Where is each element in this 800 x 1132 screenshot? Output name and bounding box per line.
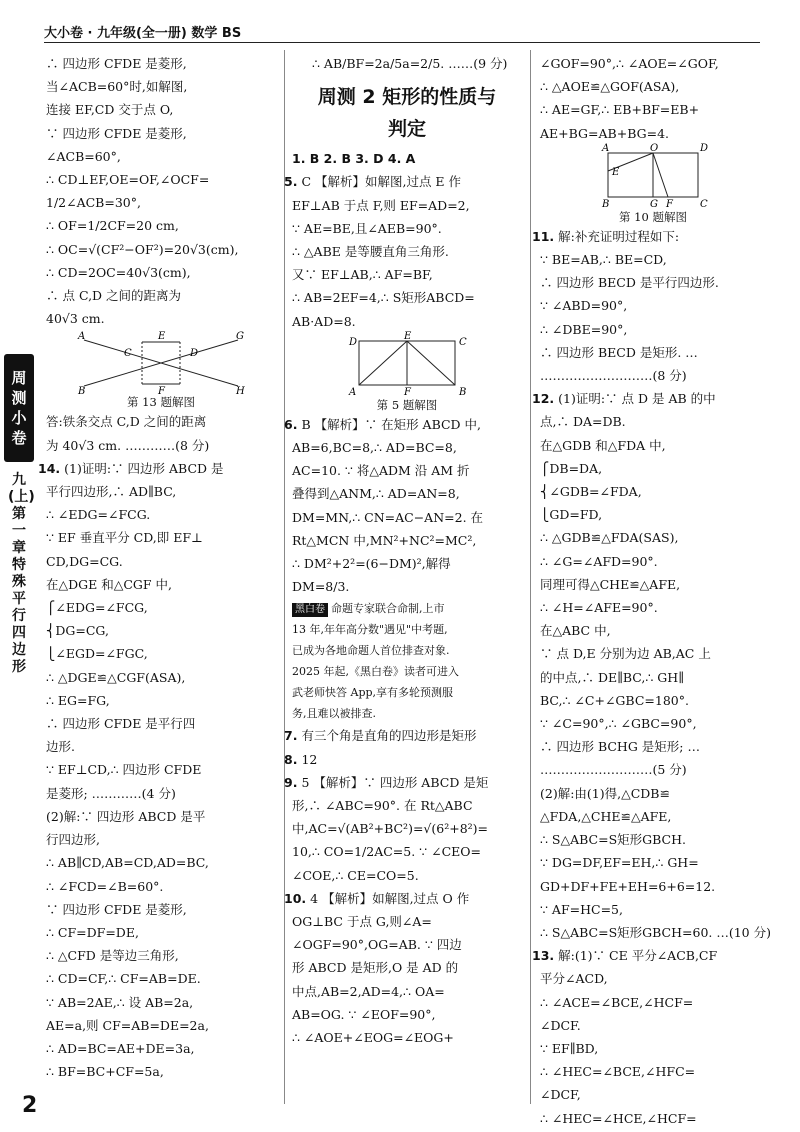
text-line: 10,∴ CO=1/2AC=5. ∵ ∠CEO= <box>292 844 481 860</box>
text-line: ∴ ∠EDG=∠FCG. <box>46 507 151 523</box>
text-line: ∵ AB=2AE,∴ 设 AB=2a, <box>46 994 194 1010</box>
text-line: 的中点,∴ DE∥BC,∴ GH∥ <box>540 669 684 685</box>
text-line: ∵ EF∥BD, <box>540 1040 599 1056</box>
promo-line: 命题专家联合命制,上市 <box>331 602 445 616</box>
text-line: ∴ AB/BF=2a/5a=2/5. ……(9 分) <box>312 56 508 71</box>
text-line: ∴ 点 C,D 之间的距离为 <box>46 288 182 304</box>
tab-char: 周 <box>11 369 27 387</box>
text-line: ⎨DG=CG, <box>46 623 109 639</box>
text-line: ∴ ∠ACE=∠BCE,∠HCF= <box>540 994 694 1010</box>
text-line: ∴ BF=BC+CF=5a, <box>46 1064 164 1080</box>
fig10-label: A <box>602 142 610 154</box>
text-line: ∴ ∠G=∠AFD=90°. <box>540 553 658 569</box>
side-char: 形 <box>12 659 26 675</box>
text-line: ∴ DM²+2²=(6−DM)²,解得 <box>292 556 451 572</box>
text-line: 5 【解析】∵ 四边形 ABCD 是矩 <box>301 774 489 790</box>
text-line: 解:(1)∵ CE 平分∠ACB,CF <box>558 948 718 964</box>
text-line: ∴ ∠H=∠AFE=90°. <box>540 600 658 616</box>
text-line: 为 40√3 cm. …………(8 分) <box>46 437 210 453</box>
text-line: ∵ DG=DF,EF=EH,∴ GH= <box>540 855 699 871</box>
text-line: ⎩GD=FD, <box>540 507 603 523</box>
column-divider <box>284 50 285 1104</box>
column-3 <box>532 52 771 1130</box>
text-line: EF⊥AB 于点 F,则 EF=AD=2, <box>292 197 470 213</box>
text-line: ∴ 四边形 BECD 是平行四边形. <box>540 275 719 291</box>
header-rule <box>44 42 760 43</box>
text-line: DM=8/3. <box>292 579 350 595</box>
text-line: AE=a,则 CF=AB=DE=2a, <box>46 1017 209 1033</box>
section-title-line: 周测 2 矩形的性质与 <box>317 86 497 109</box>
text-line: ∴ AB=2EF=4,∴ S矩形ABCD= <box>292 290 475 306</box>
fig10-label: F <box>666 198 673 210</box>
text-line: OG⊥BC 于点 G,则∠A= <box>292 914 432 930</box>
text-line: ∴ △GDB≌△FDA(SAS), <box>540 530 679 546</box>
text-line: ………………………(5 分) <box>540 762 687 778</box>
question-number: 10. <box>284 890 307 906</box>
text-line: 解:补充证明过程如下: <box>558 228 680 244</box>
text-line: 13 年,年年高分数"遇见"中考题, <box>292 623 448 637</box>
text-line: ∴ 四边形 BECD 是矩形. … <box>540 344 698 360</box>
fig5-label: B <box>459 386 467 398</box>
text-line: 点,∴ DA=DB. <box>540 414 626 430</box>
text-line: ∴ △DGE≌△CGF(ASA), <box>46 669 186 685</box>
side-char: 四 <box>12 625 26 641</box>
text-line: ∴ OF=1/2CF=20 cm, <box>46 218 179 234</box>
text-line: ∵ AE=BE,且∠AEB=90°. <box>292 220 442 236</box>
text-line: BC,∴ ∠C+∠GBC=180°. <box>540 692 689 708</box>
fig13-label: H <box>236 386 245 398</box>
text-line: 形,∴ ∠ABC=90°. 在 Rt△ABC <box>292 798 473 814</box>
fig13-label: D <box>190 348 199 360</box>
fig5-label: C <box>459 336 467 348</box>
text-line: AC=10. ∵ 将△ADM 沿 AM 折 <box>292 463 470 479</box>
question-number: 6. <box>284 416 298 432</box>
column-divider <box>530 50 531 1104</box>
figure-10 <box>598 142 709 210</box>
text-line: 是菱形; …………(4 分) <box>46 785 176 801</box>
text-line: 行四边形, <box>46 832 100 848</box>
text-line: ∵ 点 D,E 分别为边 AB,AC 上 <box>540 646 711 662</box>
text-line: Rt△MCN 中,MN²+NC²=MC², <box>292 532 477 548</box>
text-line: ∴ EG=FG, <box>46 692 110 708</box>
answer-row: 1. B 2. B 3. D 4. A <box>292 151 416 167</box>
chapter-side-label <box>8 472 35 676</box>
figure-5-caption: 第 5 题解图 <box>376 397 438 412</box>
side-char: 行 <box>12 608 26 624</box>
fig5-label: E <box>404 330 412 342</box>
text-line: (2)解:由(1)得,△CDB≌ <box>540 785 670 801</box>
text-line: AE+BG=AB+BG=4. <box>540 125 669 141</box>
text-line: ∴ 四边形 CFDE 是平行四 <box>46 716 196 732</box>
text-line: 答:铁条交点 C,D 之间的距离 <box>46 414 207 430</box>
fig13-label: F <box>158 386 165 398</box>
text-line: ∴ ∠HEC=∠BCE,∠HFC= <box>540 1064 696 1080</box>
side-char: 九 <box>12 472 26 488</box>
text-line: ∵ AF=HC=5, <box>540 901 623 917</box>
text-line: 叠得到△ANM,∴ AD=AN=8, <box>292 486 460 502</box>
question-number: 5. <box>284 174 298 190</box>
side-char: 边 <box>12 642 26 658</box>
promo-box <box>292 598 522 724</box>
text-line: ∴ △CFD 是等边三角形, <box>46 948 179 964</box>
text-line: ∴ ∠FCD=∠B=60°. <box>46 878 164 894</box>
text-line: 同理可得△CHE≌△AFE, <box>540 576 681 592</box>
side-char: 平 <box>12 591 26 607</box>
fig13-label: G <box>236 331 244 343</box>
text-line: 1/2∠ACB=30°, <box>46 195 141 211</box>
text-line: 平行四边形,∴ AD∥BC, <box>46 484 177 500</box>
text-line: 武老师快答 App,享有多轮预测服 <box>292 686 454 700</box>
figure-13 <box>76 330 246 398</box>
text-line: ∴ △ABE 是等腰直角三角形. <box>292 244 449 260</box>
text-line: ∴ ∠DBE=90°, <box>540 321 628 337</box>
fig10-label: G <box>650 198 658 210</box>
text-line: ⎩∠EGD=∠FGC, <box>46 646 148 662</box>
text-line: ∴ CD⊥EF,OE=OF,∠OCF= <box>46 172 210 188</box>
text-line: ∴ S△ABC=S矩形GBCH. <box>540 832 686 848</box>
text-line: ∵ EF 垂直平分 CD,即 EF⊥ <box>46 530 203 546</box>
text-line: 在△DGE 和△CGF 中, <box>46 576 173 592</box>
text-line: 连接 EF,CD 交于点 O, <box>46 102 174 118</box>
question-number: 11. <box>532 228 555 244</box>
text-line: CD,DG=CG. <box>46 553 123 569</box>
text-line: 40√3 cm. <box>46 311 105 327</box>
page-number: 2 <box>22 1093 38 1118</box>
fig5-label: A <box>349 386 357 398</box>
text-line: 12 <box>301 751 318 767</box>
fig13-label: B <box>78 386 86 398</box>
text-line: AB·AD=8. <box>292 313 356 329</box>
question-number: 8. <box>284 751 298 767</box>
text-line: AB=OG. ∵ ∠EOF=90°, <box>292 1006 436 1022</box>
section-title-line: 判定 <box>387 118 426 141</box>
text-line: ∴ 四边形 CFDE 是菱形, <box>46 56 187 71</box>
section-tab <box>4 354 34 462</box>
text-line: 当∠ACB=60°时,如解图, <box>46 79 188 95</box>
question-number: 13. <box>532 948 555 964</box>
text-line: ∴ CD=2OC=40√3(cm), <box>46 264 191 280</box>
text-line: 4 【解析】如解图,过点 O 作 <box>310 890 470 906</box>
text-line: △FDA,△CHE≌△AFE, <box>540 808 672 824</box>
question-number: 9. <box>284 774 298 790</box>
text-line: ………………………(8 分) <box>540 368 687 384</box>
text-line: ∠OGF=90°,OG=AB. ∵ 四边 <box>292 937 462 953</box>
question-number: 12. <box>532 391 555 407</box>
text-line: 又∵ EF⊥AB,∴ AF=BF, <box>292 267 433 283</box>
side-char: 特 <box>12 557 26 573</box>
text-line: B 【解析】∵ 在矩形 ABCD 中, <box>301 416 482 432</box>
page-header: 大小卷 · 九年级(全一册) 数学 BS <box>44 26 242 41</box>
text-line: ∴ AE=GF,∴ EB+BF=EB+ <box>540 102 700 118</box>
fig10-label: B <box>602 198 610 210</box>
figure-5 <box>347 330 467 398</box>
figure-13-caption: 第 13 题解图 <box>127 395 195 410</box>
text-line: ∵ 四边形 CFDE 是菱形, <box>46 125 187 141</box>
side-char: 殊 <box>12 574 26 590</box>
text-line: ∴ AB∥CD,AB=CD,AD=BC, <box>46 855 209 871</box>
text-line: ⎧DB=DA, <box>540 460 603 476</box>
column-1 <box>38 52 276 1083</box>
text-line: ∠ACB=60°, <box>46 148 121 164</box>
text-line: ∵ BE=AB,∴ BE=CD, <box>540 252 667 268</box>
fig10-label: E <box>612 166 620 178</box>
text-line: 形 ABCD 是矩形,O 是 AD 的 <box>292 960 459 976</box>
side-char: 一 <box>12 523 26 539</box>
text-line: 2025 年起,《黑白卷》读者可进入 <box>292 665 459 679</box>
fig13-label: A <box>78 331 86 343</box>
column-2 <box>284 52 522 1049</box>
text-line: (1)证明:∵ 四边形 ABCD 是 <box>64 460 224 476</box>
text-line: ∵ 四边形 CFDE 是菱形, <box>46 901 187 917</box>
text-line: 边形. <box>46 739 75 755</box>
promo-badge: 黑白卷 <box>292 603 328 617</box>
text-line: (1)证明:∵ 点 D 是 AB 的中 <box>558 391 716 407</box>
text-line: ∵ ∠C=90°,∴ ∠GBC=90°, <box>540 716 697 732</box>
question-number: 7. <box>284 728 298 744</box>
side-char: 章 <box>12 540 26 556</box>
text-line: 有三个角是直角的四边形是矩形 <box>301 728 477 744</box>
text-line: ∵ EF⊥CD,∴ 四边形 CFDE <box>46 762 202 778</box>
text-line: (2)解:∵ 四边形 ABCD 是平 <box>46 808 206 824</box>
side-char: 第 <box>12 506 26 522</box>
fig10-label: D <box>700 142 709 154</box>
tab-char: 卷 <box>11 429 27 447</box>
text-line: DM=MN,∴ CN=AC−AN=2. 在 <box>292 509 484 525</box>
tab-char: 测 <box>11 389 27 407</box>
text-line: ∴ △AOE≌△GOF(ASA), <box>540 79 680 95</box>
section-title <box>292 81 522 145</box>
fig5-label: F <box>404 386 411 398</box>
text-line: GD+DF+FE+EH=6+6=12. <box>540 878 716 894</box>
text-line: ∴ AD=BC=AE+DE=3a, <box>46 1040 195 1056</box>
text-line: ⎨∠GDB=∠FDA, <box>540 484 642 500</box>
fig5-label: D <box>349 336 358 348</box>
text-line: ∠COE,∴ CE=CO=5. <box>292 867 419 883</box>
text-line: ⎧∠EDG=∠FCG, <box>46 600 148 616</box>
text-line: 中点,AB=2,AD=4,∴ OA= <box>292 983 445 999</box>
tab-char: 小 <box>11 409 27 427</box>
fig10-label: O <box>650 142 659 154</box>
text-line: ∴ 四边形 BCHG 是矩形; … <box>540 739 700 755</box>
figure-10-caption: 第 10 题解图 <box>619 209 687 224</box>
fig10-label: C <box>700 198 708 210</box>
text-line: 中,AC=√(AB²+BC²)=√(6²+8²)= <box>292 821 489 837</box>
text-line: 已成为各地命题人首位排查对象. <box>292 644 450 658</box>
text-line: 平分∠ACD, <box>540 971 608 987</box>
text-line: ∴ CD=CF,∴ CF=AB=DE. <box>46 971 201 987</box>
text-line: ∴ S△ABC=S矩形GBCH=60. …(10 分) <box>540 924 771 940</box>
text-line: ∴ CF=DF=DE, <box>46 924 139 940</box>
text-line: C 【解析】如解图,过点 E 作 <box>301 174 462 190</box>
text-line: AB=6,BC=8,∴ AD=BC=8, <box>292 440 457 456</box>
text-line: ∠DCF. <box>540 1017 581 1033</box>
text-line: 在△GDB 和△FDA 中, <box>540 437 666 453</box>
text-line: 在△ABC 中, <box>540 623 611 639</box>
text-line: ∴ ∠HEC=∠HCE,∠HCF= <box>540 1110 697 1126</box>
fig13-label: C <box>124 348 132 360</box>
text-line: ∠DCF, <box>540 1087 581 1103</box>
text-line: ∵ ∠ABD=90°, <box>540 298 628 314</box>
side-char: (上) <box>8 489 35 505</box>
text-line: ∴ OC=√(CF²−OF²)=20√3(cm), <box>46 241 239 257</box>
question-number: 14. <box>38 460 61 476</box>
text-line: ∠GOF=90°,∴ ∠AOE=∠GOF, <box>540 56 719 71</box>
text-line: ∴ ∠AOE+∠EOG=∠EOG+ <box>292 1030 454 1046</box>
fig13-label: E <box>158 331 166 343</box>
text-line: 务,且难以被排查. <box>292 707 376 721</box>
